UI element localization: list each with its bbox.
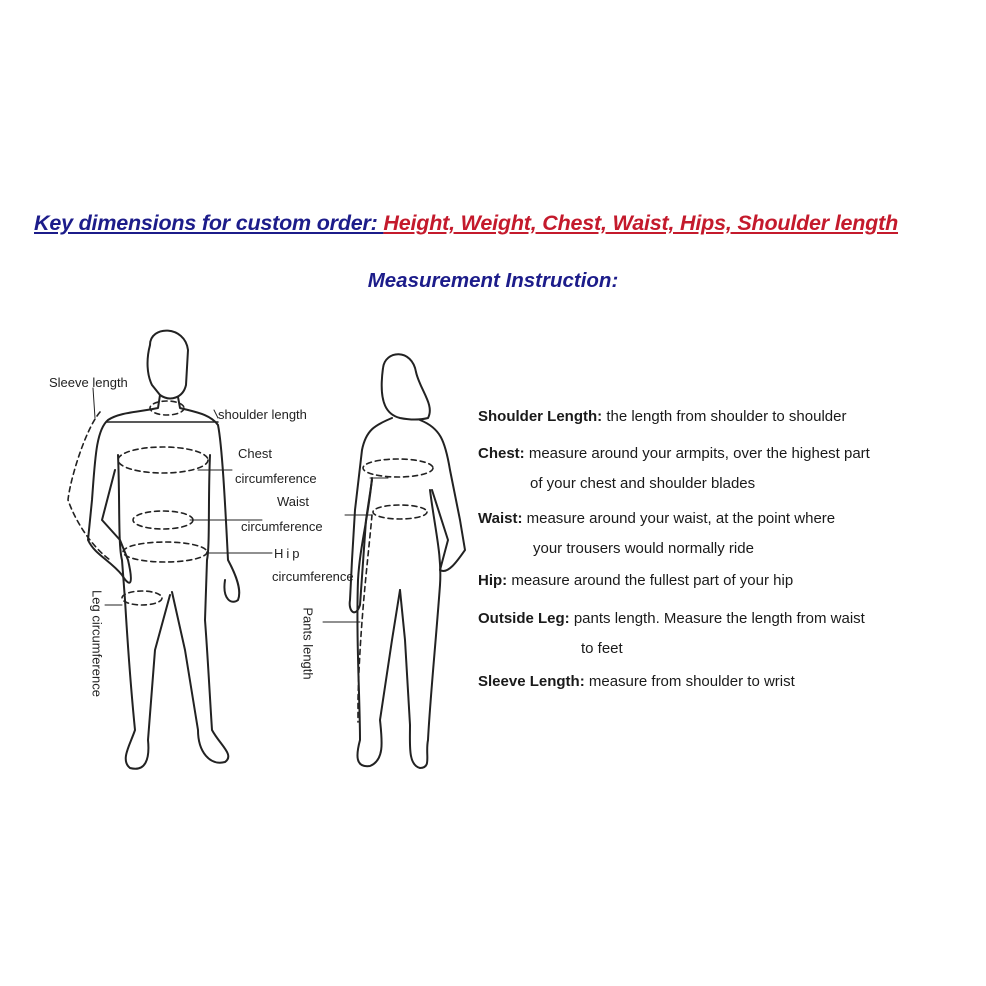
instruction-outside-leg: Outside Leg: pants length. Measure the length from waist <box>478 610 865 627</box>
label-sleeve-length: Sleeve length <box>49 375 128 390</box>
instruction-waist: Waist: measure around your waist, at the point where <box>478 510 836 527</box>
instruction-chest-continued: of your chest and shoulder blades <box>530 475 756 492</box>
instruction-chest: Chest: measure around your armpits, over the highest part <box>478 445 870 462</box>
instruction-hip: Hip: measure around the fullest part of your hip <box>478 572 794 589</box>
label-chest: Chest <box>238 446 272 461</box>
female-figure <box>323 354 465 768</box>
label-shoulder-length: shoulder length <box>218 407 307 422</box>
label-chest-circumference: circumference <box>235 471 317 486</box>
label-waist-circumference: circumference <box>241 519 323 534</box>
instruction-outside-leg-continued: to feet <box>581 640 623 657</box>
label-pants-length: Pants length <box>300 607 316 680</box>
label-hip: Hip <box>274 546 303 561</box>
title-items: Height, Weight, Chest, Waist, Hips, Shoulder length <box>383 211 899 235</box>
label-hip-circumference: circumference <box>272 569 354 584</box>
instruction-waist-continued: your trousers would normally ride <box>533 540 754 557</box>
instruction-shoulder-length: Shoulder Length: the length from shoulder to shoulder <box>478 408 847 425</box>
label-leg-circumference: Leg circumference <box>89 590 105 697</box>
title-prefix: Key dimensions for custom order: <box>34 211 384 235</box>
measurement-instruction-heading: Measurement Instruction: <box>367 269 619 292</box>
instruction-sleeve-length: Sleeve Length: measure from shoulder to wrist <box>478 673 795 690</box>
label-waist: Waist <box>277 494 310 509</box>
